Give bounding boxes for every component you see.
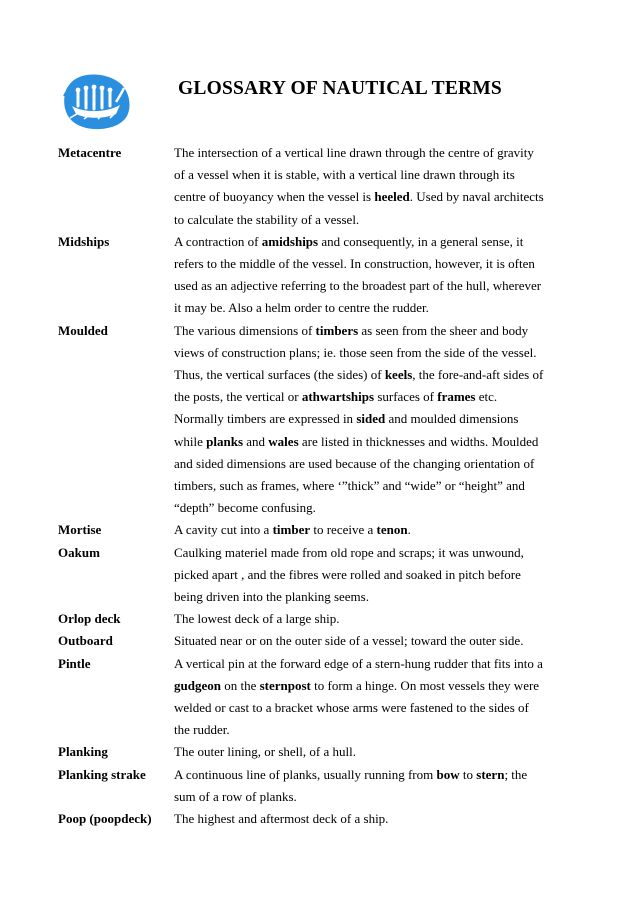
definition-text: Caulking materiel made from old rope and scraps; it was unwound,: [174, 544, 524, 560]
cross-reference-term: frames: [437, 389, 476, 405]
cross-reference-term: gudgeon: [174, 677, 221, 693]
glossary-list: [58, 142, 558, 830]
definition-line: [174, 408, 558, 430]
glossary-entry: [58, 741, 558, 763]
definition-line: [174, 209, 558, 231]
glossary-definition: [174, 653, 558, 742]
cross-reference-term: sided: [356, 411, 386, 427]
glossary-entry: [58, 630, 558, 652]
glossary-definition: [174, 519, 558, 541]
definition-text: .: [407, 522, 411, 538]
definition-text: A vertical pin at the forward edge of a stern-hung rudder that fits into a: [174, 655, 543, 671]
definition-text: ; the: [504, 766, 528, 782]
definition-text: being driven into the planking seems.: [174, 589, 369, 605]
glossary-definition: [174, 542, 558, 609]
definition-text: A continuous line of planks, usually running from: [174, 766, 437, 782]
definition-line: [174, 186, 558, 208]
definition-text: sum of a row of planks.: [174, 788, 297, 804]
definition-line: [174, 564, 558, 586]
definition-line: [174, 741, 558, 763]
definition-line: [174, 719, 558, 741]
definition-text: A contraction of: [174, 233, 262, 249]
cross-reference-term: athwartships: [301, 389, 375, 405]
definition-line: [174, 297, 558, 319]
definition-text: to: [459, 766, 477, 782]
definition-line: [174, 342, 558, 364]
glossary-definition: [174, 608, 558, 630]
definition-text: and consequently, in a general sense, it: [318, 233, 524, 249]
definition-text: “depth” become confusing.: [174, 500, 316, 516]
definition-text: The lowest deck of a large ship.: [174, 611, 340, 627]
definition-text: it may be. Also a helm order to centre the rudder.: [174, 300, 429, 316]
definition-line: [174, 497, 558, 519]
definition-line: [174, 675, 558, 697]
glossary-term: Outboard: [58, 633, 113, 649]
glossary-term: Midships: [58, 233, 110, 249]
cross-reference-term: timbers: [315, 322, 359, 338]
cross-reference-term: timber: [272, 522, 311, 538]
definition-line: [174, 386, 558, 408]
definition-text: welded or cast to a bracket whose arms were fastened to the sides of: [174, 700, 529, 716]
glossary-definition: [174, 764, 558, 808]
definition-line: [174, 231, 558, 253]
definition-line: [174, 786, 558, 808]
cross-reference-term: tenon: [376, 522, 408, 538]
definition-text: views of construction plans; ie. those seen from the side of the vessel.: [174, 344, 537, 360]
glossary-term: Planking strake: [58, 766, 146, 782]
definition-text: timbers, such as frames, where ‘”thick” and “wide” or “height” and: [174, 478, 525, 494]
definition-text: The intersection of a vertical line drawn through the centre of gravity: [174, 145, 534, 160]
page-title: GLOSSARY OF NAUTICAL TERMS: [178, 78, 502, 99]
definition-text: The highest and aftermost deck of a ship.: [174, 811, 389, 827]
definition-text: , the fore-and-aft sides of: [412, 367, 544, 383]
cross-reference-term: heeled: [374, 189, 410, 205]
glossary-entry: [58, 231, 558, 320]
definition-text: and: [243, 433, 269, 449]
glossary-term: Mortise: [58, 522, 102, 538]
definition-text: . Used by naval architects: [409, 189, 544, 205]
definition-text: The outer lining, or shell, of a hull.: [174, 744, 356, 760]
definition-line: [174, 586, 558, 608]
glossary-term: Oakum: [58, 544, 100, 560]
cross-reference-term: stern: [476, 766, 505, 782]
definition-text: the posts, the vertical or: [174, 389, 302, 405]
glossary-term: Planking: [58, 744, 108, 760]
definition-text: A cavity cut into a: [174, 522, 273, 538]
definition-text: centre of buoyancy when the vessel is: [174, 189, 375, 205]
definition-line: [174, 519, 558, 541]
glossary-entry: [58, 608, 558, 630]
glossary-definition: [174, 320, 558, 520]
definition-text: to receive a: [310, 522, 377, 538]
cross-reference-term: amidships: [261, 233, 319, 249]
definition-text: surfaces of: [374, 389, 438, 405]
glossary-definition: [174, 630, 558, 652]
cross-reference-term: bow: [436, 766, 460, 782]
definition-text: and sided dimensions are used because of the changing orientation of: [174, 455, 535, 471]
cross-reference-term: keels: [384, 367, 413, 383]
definition-line: [174, 630, 558, 652]
definition-line: [174, 542, 558, 564]
glossary-entry: [58, 764, 558, 808]
definition-text: used as an adjective referring to the broadest part of the hull, wherever: [174, 278, 542, 294]
definition-text: Normally timbers are expressed in: [174, 411, 357, 427]
definition-line: [174, 320, 558, 342]
glossary-entry: [58, 653, 558, 742]
glossary-definition: [174, 231, 558, 320]
glossary-definition: [174, 741, 558, 763]
definition-text: Thus, the vertical surfaces (the sides) of: [174, 367, 385, 383]
glossary-term: Moulded: [58, 322, 108, 338]
glossary-term: Metacentre: [58, 145, 122, 160]
definition-line: [174, 808, 558, 830]
viking-ship-logo-icon: [58, 68, 134, 134]
definition-text: while: [174, 433, 207, 449]
definition-text: the rudder.: [174, 722, 230, 738]
glossary-entry: [58, 519, 558, 541]
cross-reference-term: sternpost: [259, 677, 311, 693]
glossary-term: Orlop deck: [58, 611, 121, 627]
glossary-definition: [174, 808, 558, 830]
definition-line: [174, 253, 558, 275]
definition-text: to form a hinge. On most vessels they were: [310, 677, 540, 693]
glossary-term: Pintle: [58, 655, 91, 671]
glossary-entry: [58, 142, 558, 231]
cross-reference-term: planks: [206, 433, 244, 449]
glossary-definition: [174, 142, 558, 231]
glossary-term: Poop (poopdeck): [58, 811, 152, 827]
definition-text: The various dimensions of: [174, 322, 316, 338]
definition-line: [174, 608, 558, 630]
definition-line: [174, 697, 558, 719]
definition-line: [174, 475, 558, 497]
definition-text: on the: [220, 677, 260, 693]
definition-text: etc.: [475, 389, 498, 405]
cross-reference-term: wales: [268, 433, 299, 449]
definition-text: as seen from the sheer and body: [358, 322, 529, 338]
glossary-entry: [58, 542, 558, 609]
definition-text: of a vessel when it is stable, with a vertical line drawn through its: [174, 167, 515, 183]
definition-text: picked apart , and the fibres were rolled and soaked in pitch before: [174, 566, 521, 582]
definition-line: [174, 164, 558, 186]
definition-line: [174, 653, 558, 675]
glossary-entry: [58, 808, 558, 830]
definition-line: [174, 142, 558, 164]
definition-text: to calculate the stability of a vessel.: [174, 211, 360, 227]
definition-line: [174, 431, 558, 453]
definition-text: are listed in thicknesses and widths. Moulded: [298, 433, 539, 449]
definition-text: Situated near or on the outer side of a vessel; toward the outer side.: [174, 633, 524, 649]
definition-line: [174, 364, 558, 386]
glossary-entry: [58, 320, 558, 520]
definition-text: and moulded dimensions: [385, 411, 519, 427]
definition-line: [174, 764, 558, 786]
definition-text: refers to the middle of the vessel. In construction, however, it is often: [174, 256, 535, 272]
definition-line: [174, 275, 558, 297]
definition-line: [174, 453, 558, 475]
